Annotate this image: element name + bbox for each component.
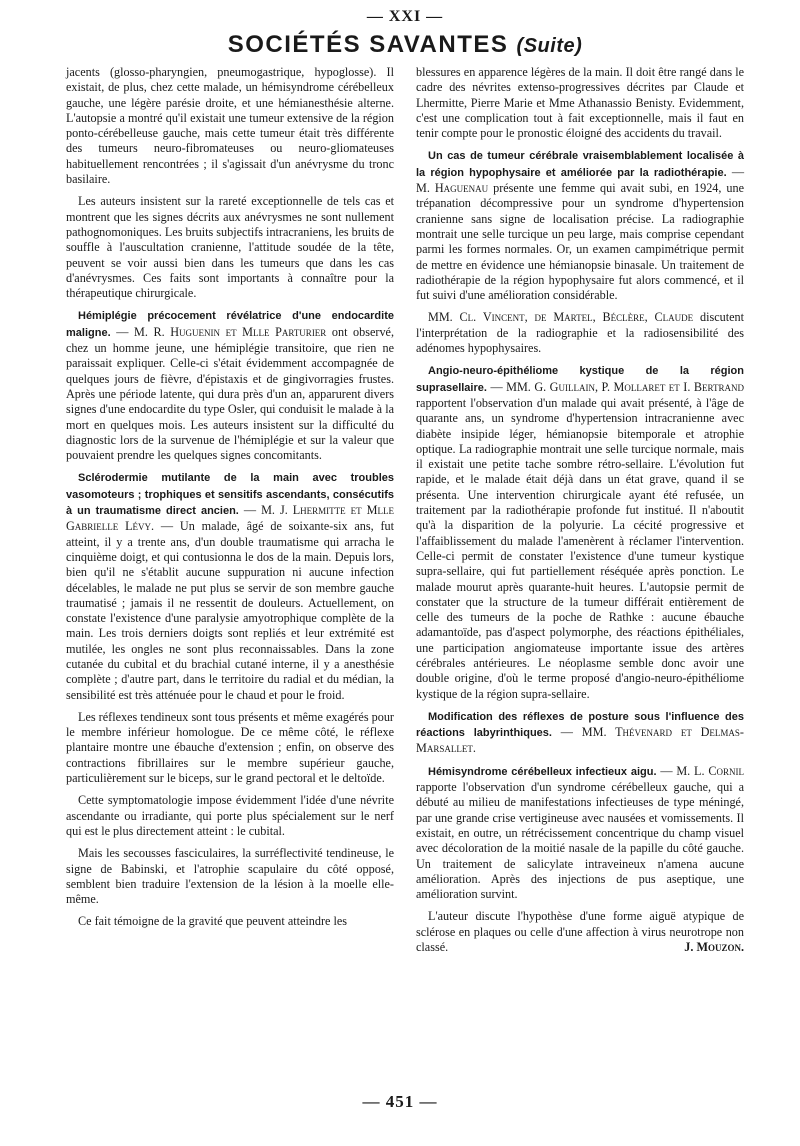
article-title: Hémisyndrome cérébelleux infectieux aigu. [428,765,657,778]
article-title: Modification des réflexes de posture sous l'influence des réactions labyrinthiques. [416,710,744,740]
authors: — M. R. Huguenin et Mlle Parturier [116,324,327,339]
paragraph [416,148,744,303]
signature: J. Mouzon. [684,940,744,955]
roman-page-number: — XXI — [366,8,444,25]
paragraph: Cette symptomatologie impose évidemment l'idée d'une névrite ascendante ou irradiante, qui porte plus spécialement sur le nerf qui est le plus directement atteint : le cubital. [66,793,394,838]
paragraph: Mais les secousses fasciculaires, la surréflectivité tendineuse, le signe de Babinski, et l'atrophie scapulaire du côté opposé, semblent bien traduire l'extension de la lésion à la moelle elle-même. [66,846,394,907]
section-title: SOCIÉTÉS SAVANTES [227,31,509,58]
paragraph [66,470,394,702]
paragraph [66,308,394,463]
paragraph: jacents (glosso-pharyngien, pneumogastrique, hypoglosse). Il existait, de plus, chez cette malade, un hémisyndrome cérébelleux gauche, une légère parésie droite, et une hémianesthésie alterne. L'autopsie a montré qu'il existait une tumeur extensive de la région ponto-cérébelleuse gauche, mais cette tumeur était très différente des tumeurs neuro-fibromateuses ou neuro-gliomateuses habituellement rencontrées ; il s'agissait d'un anévrysme du tronc basilaire. [66,65,394,187]
section-suite-label: (Suite) [516,35,583,57]
article-text: ont observé, chez un homme jeune, une hémiplégie transitoire, que rien ne paraissait expliquer. Celle-ci s'était évidemment accompagnée de quelques jours de fièvre, d'épistaxis et de gingivorragies frustes. Après une période latente, qui dura près d'un an, apparurent divers signes d'une endocardite du type Osler, qui conduisit le malade à la mort en quelques mois. Les auteurs insistent sur la difficulté du diagnostic lors de la survenue de l'hémiplégie et sur la valeur que pouvaient prendre les quelques signes concomitants. [66,324,395,463]
authors: — MM. G. Guillain, P. Mollaret et I. Bertrand [490,379,744,394]
paragraph [416,764,744,903]
article-title: Angio-neuro-épithéliome kystique de la région suprasellaire. [416,365,744,394]
left-column [66,65,394,955]
authors: — M. Haguenau [416,164,744,196]
authors: MM. Cl. Vincent, de Martel, Béclère, Claude [428,310,694,325]
authors: — MM. Thévenard et Delmas-Marsallet. [416,725,744,756]
article-text: — Un malade, âgé de soixante-six ans, fut atteint, il y a trente ans, d'un double traumatisme qui arracha le cinquième doigt, et qui contusionna le dos de la main. Depuis lors, bien qu'il ne s'établit aucune suppuration ni aucune infection décelables, le malade ne put plus se servir de son membre gauche traumatisé ; jamais il ne ressentit de douleurs. Actuellement, on constate l'existence d'une paralysie amyotrophique complète de la main. Les trois derniers doigts sont repliés et leur extrémité est mutilée, les ongles ne sont plus reconnaissables. Dans la zone cutanée du cubital et du brachial cutané interne, il y a anesthésie complète ; d'autre part, dans le territoire du radial et du médian, la sensibilité est très atténuée pour le chaud et pour le froid. [66,519,394,702]
page-number: — 451 — [362,1092,438,1111]
two-column-body [66,65,744,955]
article-title: Hémiplégie précocement révélatrice d'une endocardite maligne. [66,310,394,339]
paragraph [416,709,744,757]
authors: — M. L. Cornil [660,763,744,778]
article-title: Un cas de tumeur cérébrale vraisemblablement localisée à la région hypophysaire et améliorée par la radiothérapie. [416,150,744,179]
article-text: rapportent l'observation d'un malade qui avait présenté, à l'âge de quarante ans, un syndrome d'hypertension intracranienne avec diabète insipide léger, hémianopsie bitemporale et atrophie optique. La radiographie montrait une selle turcique normale, mais il existait une petite tache sombre rétro-sellaire. L'évolution fut rapide, et le malade était déjà dans un état grave, quand il se présenta. Une intervention chirurgicale ayant été refusée, un traitement par la radiothérapie profonde fut institué. Il n'aboutit qu'à la disparition de la polyurie. La cécité progressive et l'affaiblissement du malade l'amenèrent à réclamer l'intervention. Celle-ci permit de constater l'existence d'une tumeur kystique supra-sellaire, qui fut partiellement réséquée après ponction. Le malade mourut après quarante-huit heures. L'autopsie permit de constater que la structure de la tumeur différait entièrement de celle des tumeurs de la poche de Rathke : aucune ébauche adamantoïde, pas d'aspect polymorphe, des réactions épithéliales, une participation angiomateuse importante issue des artères cérébrales antérieures. Le néoplasme semble donc avoir une double origine, d'où le terme proposé d'angio-neuro-épithéliome kystique de la région supra-sellaire. [416,395,744,701]
article-title: Sclérodermie mutilante de la main avec troubles vasomoteurs ; trophiques et sensitifs ascendants, consécutifs à un traumatisme direct ancien. [66,472,394,518]
paragraph: Ce fait témoigne de la gravité que peuvent atteindre les [78,914,348,929]
paragraph [416,909,744,955]
paragraph: Les réflexes tendineux sont tous présents et même exagérés pour le membre inférieur homologue. De ce même côté, le réflexe plantaire montre une ébauche d'extension ; enfin, on observe des contractions fibrillaires sur le membre supérieur gauche, particulièrement sur le biceps, sur le grand pectoral et le deltoïde. [66,709,394,786]
paragraph: blessures en apparence légères de la main. Il doit être rangé dans le cadre des névrites extenso-progressives décrites par Claude et Lhermitte, Pierre Marie et Mme Athanassio Benisty. Evidemment, c'est une complication tout à fait exceptionnelle, mais il faut en tenir compte pour le pronostic éloigné des accidents du travail. [416,65,744,141]
paragraph [416,310,744,356]
paragraph [416,363,744,702]
section-heading [66,30,744,61]
right-column [416,65,744,955]
paragraph: Les auteurs insistent sur la rareté exceptionnelle de tels cas et montrent que les signes décrits aux anévrysmes ne sont nullement pathognomoniques. Les bruits subjectifs intracraniens, les bruits de souffle à l'auscultation cranienne, l'attitude soudée de la tête, peuvent se voir aussi bien dans les tumeurs que dans les cas d'anévrysmes. Ces faits sont importants à connaître pour la thérapeutique chirurgicale. [66,194,394,301]
authors: — M. J. Lhermitte et Mlle Gabrielle Lévy. [66,503,394,534]
article-text: L'auteur discute l'hypothèse d'une forme aiguë atypique de sclérose en plaques ou celle d'une affection à virus neurotrope non classé. [416,909,744,955]
article-text: discutent l'interprétation de la radiographie et la radiosensibilité des adénomes hypophysaires. [416,310,745,356]
article-text: rapporte l'observation d'un syndrome cérébelleux gauche, qui a débuté au milieu de manifestations infectieuses de type méningé, par une grande crise vertigineuse avec nausées et vomissements. Il existait, en outre, un rétrécissement concentrique du champ visuel avec décoloration de la moitié nasale de la papille du côté gauche. Un traitement de salicylate intraveineux n'amena aucune amélioration. Après des injections de pus aseptique, une amélioration survint. [416,780,744,902]
article-text: présente une femme qui avait subi, en 1924, une trépanation décompressive pour un syndrome d'hypertension cranienne sans signe de localisation précise. La radiographie montrait une selle turcique un peu large, mais comprise cependant parmi les formes normales. Or, un examen campimétrique permit de mettre en évidence une hémianopsie binasale. Un traitement de radiothérapie de la région hypophysaire fut alors commencé, et il fut suivi d'une amélioration considérable. [416,181,745,303]
